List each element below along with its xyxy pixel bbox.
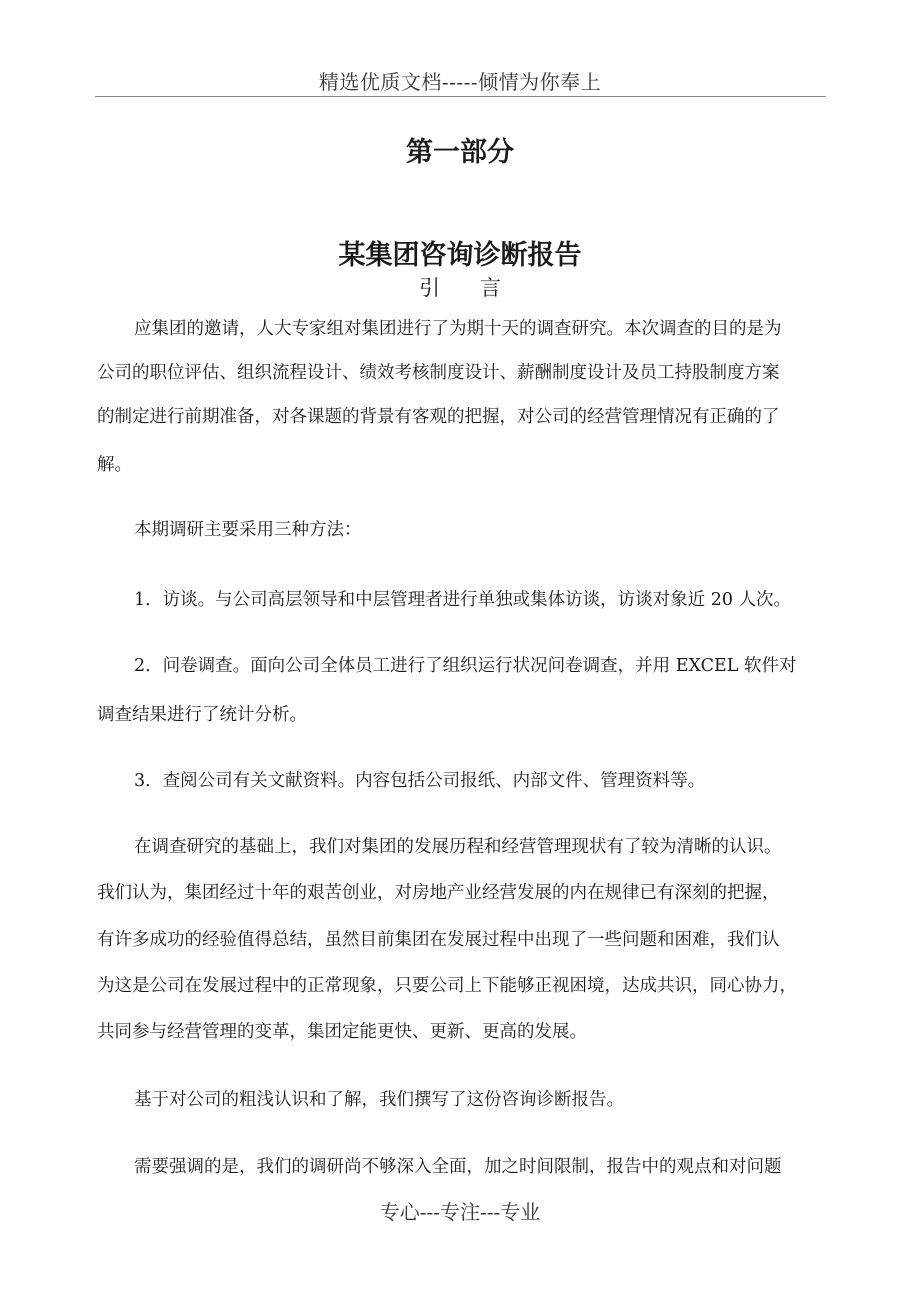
body-line: 基于对公司的粗浅认识和了解，我们撰写了这份咨询诊断报告。	[134, 1090, 624, 1110]
page-header: 精选优质文档-----倾情为你奉上	[318, 70, 602, 94]
page-footer: 专心---专注---专业	[379, 1200, 541, 1224]
body-line: 的制定进行前期准备，对各课题的背景有客观的把握，对公司的经营管理情况有正确的了	[97, 407, 780, 427]
body-line: 有许多成功的经验值得总结，虽然目前集团在发展过程中出现了一些问题和困难，我们认	[97, 930, 780, 950]
body-line: 1．访谈。与公司高层领导和中层管理者进行单独或集体访谈，访谈对象近 20 人次。	[134, 590, 792, 610]
body-line: 解。	[97, 455, 132, 475]
header-divider	[95, 96, 826, 97]
body-line: 需要强调的是，我们的调研尚不够深入全面，加之时间限制，报告中的观点和对问题	[134, 1157, 782, 1177]
body-line: 3．查阅公司有关文献资料。内容包括公司报纸、内部文件、管理资料等。	[134, 771, 706, 791]
body-line: 共同参与经营管理的变革，集团定能更快、更新、更高的发展。	[97, 1022, 587, 1042]
body-line: 公司的职位评估、组织流程设计、绩效考核制度设计、薪酬制度设计及员工持股制度方案	[97, 363, 780, 383]
intro-heading: 引言	[419, 276, 541, 300]
body-line: 在调查研究的基础上，我们对集团的发展历程和经营管理现状有了较为清晰的认识。	[134, 837, 782, 857]
body-line: 本期调研主要采用三种方法：	[134, 520, 362, 540]
body-line: 我们认为，集团经过十年的艰苦创业，对房地产业经营发展的内在规律已有深刻的把握，	[97, 883, 780, 903]
body-line: 调查结果进行了统计分析。	[97, 705, 307, 725]
report-title: 某集团咨询诊断报告	[338, 240, 582, 271]
part-title: 第一部分	[406, 137, 514, 168]
body-line: 2．问卷调查。面向公司全体员工进行了组织运行状况问卷调查，并用 EXCEL 软件对	[134, 656, 797, 676]
body-line: 应集团的邀请，人大专家组对集团进行了为期十天的调查研究。本次调查的目的是为	[134, 319, 782, 339]
body-line: 为这是公司在发展过程中的正常现象，只要公司上下能够正视困境，达成共识，同心协力，	[97, 976, 797, 996]
